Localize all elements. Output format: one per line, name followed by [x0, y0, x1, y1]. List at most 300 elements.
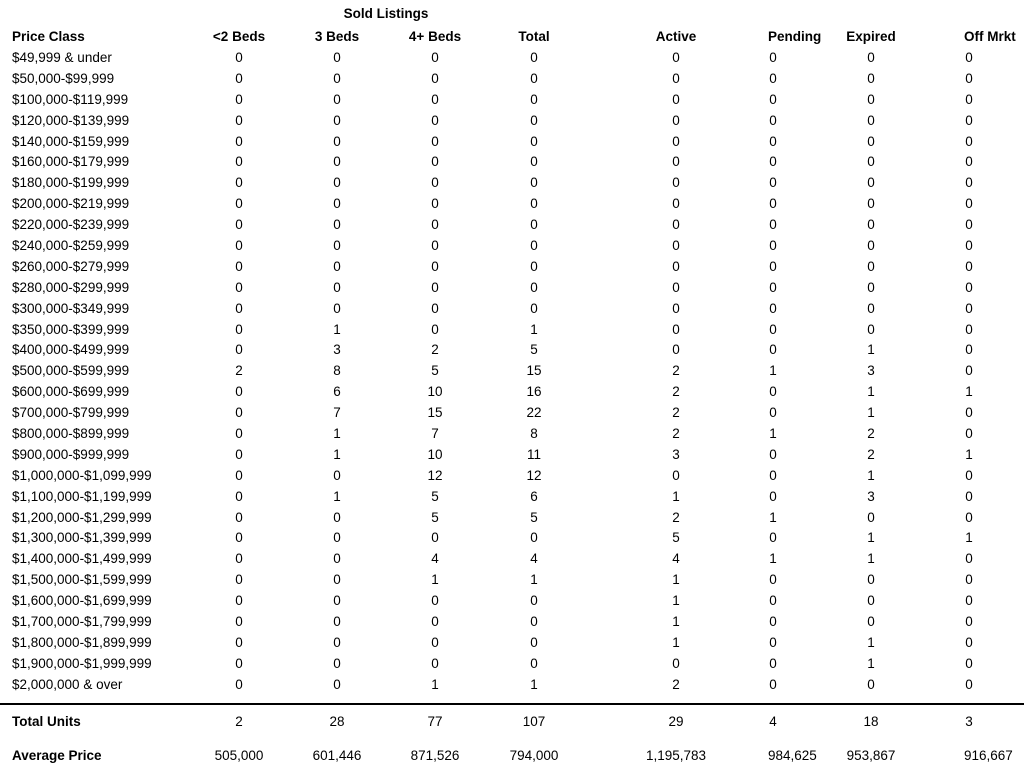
spacer-cell [974, 339, 1024, 360]
table-cell: 22 [526, 405, 542, 421]
table-cell: 0 [867, 321, 875, 337]
table-cell: 0 [965, 300, 973, 316]
table-cell: 0 [431, 49, 439, 65]
price-class-label: $160,000-$179,999 [12, 154, 130, 170]
table-cell: 0 [769, 154, 777, 170]
table-cell: 0 [769, 593, 777, 609]
table-cell: 0 [333, 154, 341, 170]
table-cell: 0 [530, 175, 538, 191]
table-cell: 0 [333, 91, 341, 107]
table-cell: 0 [769, 217, 777, 233]
table-cell: 0 [965, 217, 973, 233]
table-cell: 0 [965, 342, 973, 358]
table-cell: 1 [431, 676, 439, 692]
table-cell: 0 [235, 237, 243, 253]
table-cell: 0 [235, 405, 243, 421]
table-cell: 4 [530, 551, 538, 567]
column-header-price-class: Price Class [12, 29, 85, 44]
table-row [0, 653, 1024, 674]
table-cell: 0 [965, 593, 973, 609]
price-class-label: $240,000-$259,999 [12, 237, 130, 253]
table-cell: 0 [867, 49, 875, 65]
total-units-label: Total Units [12, 714, 81, 730]
table-row [0, 339, 1024, 360]
spacer-cell [974, 507, 1024, 528]
price-class-label: $1,700,000-$1,799,999 [12, 613, 152, 629]
table-cell: 0 [431, 613, 439, 629]
divider-cell [190, 695, 288, 704]
table-cell: 10 [427, 446, 443, 462]
table-cell: 0 [333, 49, 341, 65]
table-cell: 0 [235, 509, 243, 525]
table-cell: 984,625 [768, 748, 817, 764]
table-cell: 0 [965, 655, 973, 671]
table-cell: 0 [530, 655, 538, 671]
spacer-cell [974, 298, 1024, 319]
table-cell: 2 [672, 676, 680, 692]
table-cell: 0 [867, 133, 875, 149]
spacer-cell [974, 172, 1024, 193]
table-cell: 0 [235, 446, 243, 462]
table-cell: 0 [672, 154, 680, 170]
table-cell: 0 [672, 91, 680, 107]
header-row [0, 26, 1024, 47]
column-header-6: Pending [768, 29, 822, 44]
table-cell: 0 [333, 196, 341, 212]
price-class-label: $700,000-$799,999 [12, 405, 130, 421]
table-cell: 0 [235, 133, 243, 149]
table-cell: 0 [965, 676, 973, 692]
divider-cell [0, 695, 190, 704]
spacer-cell [974, 444, 1024, 465]
price-class-label: $350,000-$399,999 [12, 321, 130, 337]
spacer-cell [974, 360, 1024, 381]
table-cell: 0 [235, 175, 243, 191]
table-cell: 0 [431, 175, 439, 191]
table-divider [0, 695, 1024, 704]
table-cell: 2 [672, 425, 680, 441]
table-cell: 5 [431, 509, 439, 525]
table-cell: 794,000 [509, 748, 559, 764]
table-cell: 5 [431, 363, 439, 379]
table-cell: 0 [530, 196, 538, 212]
table-cell: 6 [333, 384, 341, 400]
table-cell: 0 [431, 530, 439, 546]
table-row [0, 569, 1024, 590]
table-cell: 0 [235, 467, 243, 483]
table-cell: 8 [530, 425, 538, 441]
table-cell: 0 [769, 530, 777, 546]
table-cell: 0 [867, 572, 875, 588]
table-row [0, 381, 1024, 402]
table-cell: 0 [867, 258, 875, 274]
spacer-cell [974, 632, 1024, 653]
table-cell: 0 [867, 613, 875, 629]
table-cell: 0 [769, 112, 777, 128]
table-cell: 0 [333, 112, 341, 128]
table-cell: 0 [965, 467, 973, 483]
table-cell: 0 [530, 258, 538, 274]
table-cell: 0 [235, 321, 243, 337]
table-cell: 0 [769, 321, 777, 337]
table-cell: 0 [431, 258, 439, 274]
table-cell: 505,000 [214, 748, 264, 764]
table-cell: 0 [530, 613, 538, 629]
table-cell: 0 [769, 49, 777, 65]
table-cell: 1 [769, 425, 777, 441]
table-cell: 0 [867, 70, 875, 86]
table-row [0, 89, 1024, 110]
table-cell: 0 [965, 70, 973, 86]
table-cell: 11 [526, 446, 541, 462]
table-cell: 0 [965, 425, 973, 441]
price-class-label: $1,100,000-$1,199,999 [12, 488, 152, 504]
table-cell: 0 [965, 196, 973, 212]
table-row [0, 131, 1024, 152]
table-cell: 0 [235, 593, 243, 609]
table-cell: 0 [530, 91, 538, 107]
table-cell: 0 [431, 112, 439, 128]
table-cell: 0 [530, 279, 538, 295]
table-cell: 1 [672, 572, 680, 588]
divider-cell [964, 695, 974, 704]
spacer-cell [974, 89, 1024, 110]
table-cell: 4 [769, 714, 777, 730]
table-cell: 871,526 [410, 748, 460, 764]
table-cell: 0 [333, 593, 341, 609]
table-cell: 5 [672, 530, 680, 546]
table-cell: 0 [333, 217, 341, 233]
table-cell: 0 [965, 258, 973, 274]
table-row [0, 486, 1024, 507]
table-cell: 2 [867, 425, 875, 441]
table-cell: 5 [530, 342, 538, 358]
spacer-cell [974, 214, 1024, 235]
table-cell: 7 [431, 425, 439, 441]
table-cell: 0 [431, 279, 439, 295]
price-class-label: $1,900,000-$1,999,999 [12, 655, 152, 671]
table-cell: 0 [769, 342, 777, 358]
table-cell: 953,867 [846, 748, 896, 764]
table-cell: 0 [431, 321, 439, 337]
table-cell: 0 [235, 613, 243, 629]
table-cell: 0 [769, 634, 777, 650]
table-cell: 3 [867, 363, 875, 379]
spacer-cell [974, 47, 1024, 68]
table-cell: 0 [431, 655, 439, 671]
spacer-cell [974, 319, 1024, 340]
spacer-cell [974, 277, 1024, 298]
table-cell: 0 [431, 196, 439, 212]
table-cell: 2 [235, 363, 243, 379]
table-cell: 0 [431, 300, 439, 316]
spacer-cell [974, 611, 1024, 632]
spacer-cell [974, 151, 1024, 172]
price-class-label: $50,000-$99,999 [12, 70, 115, 86]
table-cell: 7 [333, 405, 341, 421]
table-cell: 1 [867, 405, 875, 421]
table-cell: 3 [333, 342, 341, 358]
table-cell: 0 [235, 217, 243, 233]
table-cell: 0 [769, 175, 777, 191]
table-row [0, 465, 1024, 486]
table-row [0, 47, 1024, 68]
table-cell: 0 [769, 258, 777, 274]
table-cell: 18 [863, 714, 879, 730]
table-row [0, 277, 1024, 298]
price-class-label: $180,000-$199,999 [12, 175, 130, 191]
table-cell: 0 [965, 237, 973, 253]
table-cell: 0 [530, 133, 538, 149]
table-cell: 1,195,783 [645, 748, 707, 764]
table-cell: 0 [235, 300, 243, 316]
table-cell: 0 [672, 133, 680, 149]
table-cell: 10 [427, 384, 443, 400]
price-class-label: $400,000-$499,999 [12, 342, 130, 358]
column-header-4: Total [518, 29, 550, 44]
table-cell: 0 [867, 217, 875, 233]
table-cell: 5 [431, 488, 439, 504]
table-cell: 0 [672, 321, 680, 337]
table-cell: 2 [672, 405, 680, 421]
table-cell: 1 [672, 593, 680, 609]
table-cell: 0 [235, 530, 243, 546]
table-cell: 0 [235, 279, 243, 295]
divider-cell [484, 695, 584, 704]
table-cell: 0 [530, 217, 538, 233]
table-row [0, 68, 1024, 89]
table-row [0, 444, 1024, 465]
table-cell: 4 [431, 551, 439, 567]
spacer-cell [974, 402, 1024, 423]
table-cell: 0 [235, 384, 243, 400]
table-cell: 1 [672, 634, 680, 650]
table-row [0, 548, 1024, 569]
divider-cell [584, 695, 768, 704]
table-cell: 0 [769, 467, 777, 483]
table-cell: 0 [965, 175, 973, 191]
table-cell: 1 [769, 509, 777, 525]
table-cell: 12 [526, 467, 542, 483]
spacer-cell [974, 193, 1024, 214]
table-cell: 0 [965, 154, 973, 170]
price-class-label: $1,400,000-$1,499,999 [12, 551, 152, 567]
spacer-cell [974, 569, 1024, 590]
table-cell: 3 [672, 446, 680, 462]
table-cell: 1 [431, 572, 439, 588]
table-cell: 1 [867, 384, 875, 400]
table-cell: 0 [530, 112, 538, 128]
table-row [0, 319, 1024, 340]
table-cell: 0 [530, 300, 538, 316]
sold-listings-group-header: Sold Listings [343, 6, 429, 21]
table-cell: 0 [867, 196, 875, 212]
table-cell: 1 [333, 425, 341, 441]
table-cell: 601,446 [312, 748, 362, 764]
table-row [0, 423, 1024, 444]
table-row [0, 151, 1024, 172]
table-cell: 0 [769, 676, 777, 692]
table-cell: 0 [431, 634, 439, 650]
table-cell: 0 [672, 467, 680, 483]
price-class-label: $200,000-$219,999 [12, 196, 130, 212]
table-cell: 15 [526, 363, 542, 379]
table-cell: 3 [965, 714, 973, 730]
table-cell: 0 [235, 154, 243, 170]
table-row [0, 214, 1024, 235]
table-cell: 0 [333, 634, 341, 650]
table-cell: 0 [333, 655, 341, 671]
table-cell: 0 [235, 196, 243, 212]
average-price-label: Average Price [12, 748, 102, 764]
column-header-8: Off Mrkt [964, 29, 1016, 44]
table-cell: 0 [333, 551, 341, 567]
divider-cell [778, 695, 964, 704]
spacer-cell [974, 68, 1024, 89]
table-cell: 0 [431, 593, 439, 609]
spacer-cell [974, 527, 1024, 548]
table-row [0, 298, 1024, 319]
table-cell: 2 [672, 363, 680, 379]
table-cell: 0 [965, 133, 973, 149]
column-header-2: 3 Beds [314, 29, 360, 44]
table-cell: 0 [769, 279, 777, 295]
price-class-label: $1,300,000-$1,399,999 [12, 530, 152, 546]
price-class-label: $300,000-$349,999 [12, 300, 130, 316]
table-cell: 0 [867, 676, 875, 692]
table-cell: 0 [769, 91, 777, 107]
price-class-label: $260,000-$279,999 [12, 258, 130, 274]
table-cell: 1 [965, 446, 973, 462]
table-cell: 1 [867, 551, 875, 567]
table-cell: 12 [427, 467, 443, 483]
table-cell: 0 [672, 112, 680, 128]
table-row [0, 172, 1024, 193]
spacer-cell [974, 131, 1024, 152]
table-cell: 29 [668, 714, 684, 730]
table-cell: 0 [965, 279, 973, 295]
table-cell: 1 [769, 551, 777, 567]
table-cell: 1 [530, 676, 538, 692]
table-cell: 0 [235, 91, 243, 107]
price-class-label: $800,000-$899,999 [12, 425, 130, 441]
table-cell: 0 [333, 467, 341, 483]
table-row [0, 110, 1024, 131]
spacer-cell [974, 465, 1024, 486]
table-cell: 1 [530, 321, 538, 337]
table-cell: 0 [530, 634, 538, 650]
table-cell: 0 [965, 112, 973, 128]
table-cell: 0 [235, 258, 243, 274]
table-cell: 0 [965, 634, 973, 650]
table-cell: 0 [235, 342, 243, 358]
table-row [0, 527, 1024, 548]
table-cell: 1 [333, 488, 341, 504]
table-cell: 0 [672, 70, 680, 86]
price-class-label: $49,999 & under [12, 49, 112, 65]
table-cell: 0 [965, 321, 973, 337]
table-cell: 0 [431, 237, 439, 253]
price-class-table [0, 26, 1024, 773]
table-cell: 0 [672, 175, 680, 191]
table-cell: 0 [235, 70, 243, 86]
table-cell: 0 [769, 446, 777, 462]
spacer-cell [974, 235, 1024, 256]
table-cell: 0 [769, 196, 777, 212]
average-price-row [0, 739, 1024, 773]
table-cell: 0 [672, 279, 680, 295]
divider-cell [288, 695, 386, 704]
table-cell: 0 [235, 572, 243, 588]
table-cell: 0 [333, 613, 341, 629]
table-cell: 0 [965, 363, 973, 379]
table-cell: 0 [235, 655, 243, 671]
table-cell: 0 [867, 237, 875, 253]
table-cell: 0 [672, 342, 680, 358]
table-cell: 0 [965, 488, 973, 504]
table-cell: 5 [530, 509, 538, 525]
price-class-label: $1,500,000-$1,599,999 [12, 572, 152, 588]
table-cell: 0 [333, 258, 341, 274]
table-cell: 0 [530, 237, 538, 253]
table-cell: 0 [235, 488, 243, 504]
table-cell: 0 [333, 530, 341, 546]
price-class-label: $900,000-$999,999 [12, 446, 130, 462]
table-cell: 0 [530, 70, 538, 86]
spacer-cell [974, 423, 1024, 444]
table-cell: 1 [672, 488, 680, 504]
table-cell: 0 [867, 112, 875, 128]
table-cell: 0 [965, 91, 973, 107]
divider-cell [768, 695, 778, 704]
divider-cell [974, 695, 1024, 704]
table-cell: 0 [530, 530, 538, 546]
table-row [0, 590, 1024, 611]
table-cell: 28 [329, 714, 345, 730]
divider-cell [386, 695, 484, 704]
table-cell: 0 [672, 49, 680, 65]
table-cell: 0 [965, 572, 973, 588]
table-row [0, 674, 1024, 695]
table-cell: 0 [333, 237, 341, 253]
table-cell: 916,667 [964, 748, 1013, 764]
table-cell: 0 [769, 133, 777, 149]
spacer-cell [974, 256, 1024, 277]
table-cell: 0 [672, 258, 680, 274]
table-cell: 0 [235, 634, 243, 650]
table-cell: 0 [867, 300, 875, 316]
table-row [0, 256, 1024, 277]
total-units-row [0, 704, 1024, 739]
table-cell: 1 [530, 572, 538, 588]
table-cell: 0 [965, 405, 973, 421]
table-cell: 0 [431, 70, 439, 86]
spacer-cell [974, 486, 1024, 507]
table-cell: 0 [530, 49, 538, 65]
table-cell: 0 [530, 593, 538, 609]
table-row [0, 632, 1024, 653]
table-cell: 0 [867, 593, 875, 609]
table-cell: 0 [333, 509, 341, 525]
table-cell: 0 [235, 49, 243, 65]
table-cell: 0 [769, 488, 777, 504]
table-cell: 2 [867, 446, 875, 462]
price-class-label: $280,000-$299,999 [12, 279, 130, 295]
table-cell: 0 [769, 300, 777, 316]
table-cell: 8 [333, 363, 341, 379]
table-cell: 4 [672, 551, 680, 567]
table-cell: 0 [769, 237, 777, 253]
